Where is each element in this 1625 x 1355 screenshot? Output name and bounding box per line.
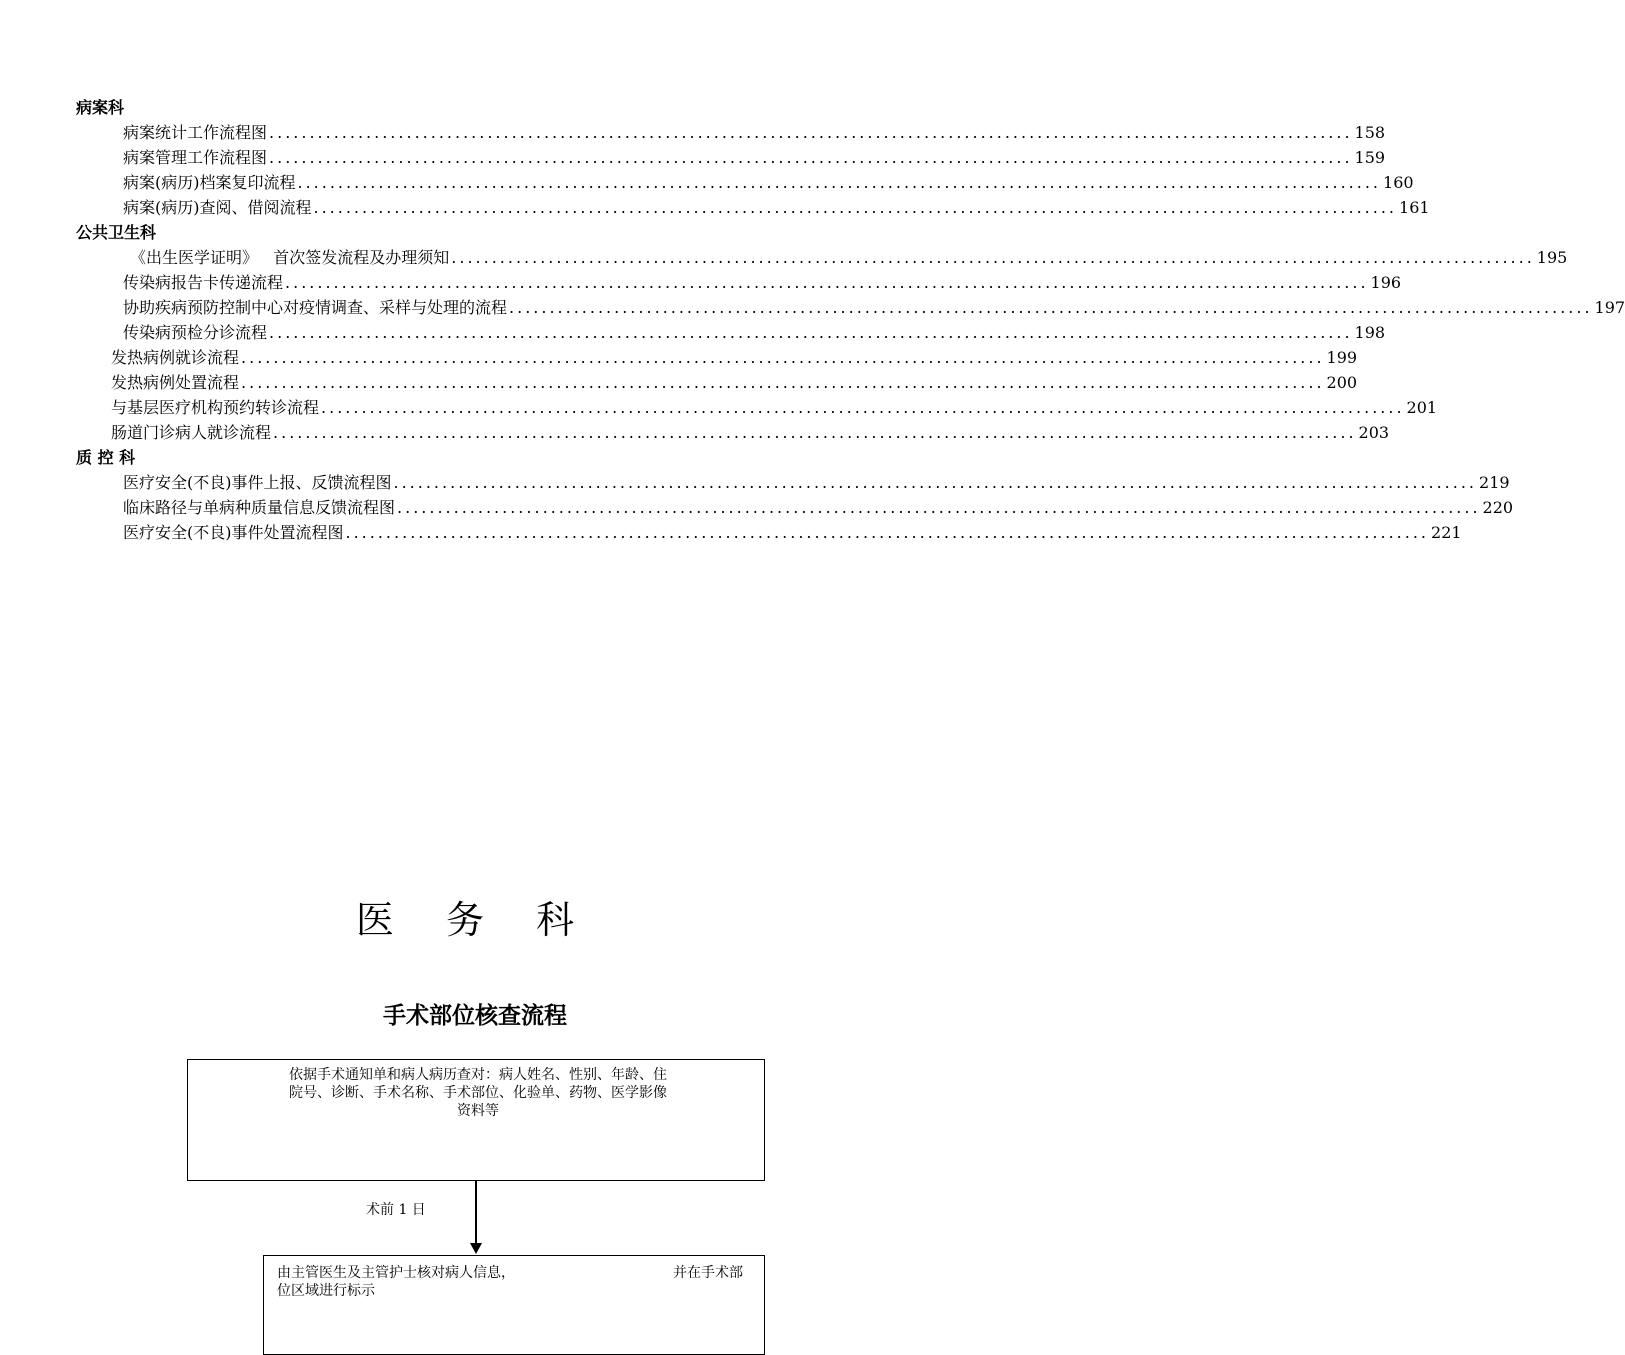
toc-entry-title: 传染病预检分诊流程 <box>123 323 268 342</box>
toc-entry-title: 病案(病历)查阅、借阅流程 <box>123 198 312 217</box>
toc-entry[interactable] <box>111 348 1358 368</box>
toc-entry-page: 161 <box>1399 198 1430 217</box>
toc-entry-title: 发热病例处置流程 <box>111 373 240 392</box>
toc-entry-title: 肠道门诊病人就诊流程 <box>111 423 272 442</box>
flowchart-step-2-text-right: 并在手术部 <box>673 1265 743 1281</box>
flowchart-step-1-box <box>187 1059 765 1181</box>
toc-entry[interactable] <box>123 498 1514 518</box>
toc-entry-page: 196 <box>1370 273 1402 292</box>
toc-entry-title: 传染病报告卡传递流程 <box>123 273 284 292</box>
arrow-down-icon <box>470 1243 482 1254</box>
toc-entry-page: 158 <box>1354 123 1386 142</box>
toc-entry[interactable] <box>123 198 1430 218</box>
toc-leader: ...................................................................................................................................... <box>273 423 1357 442</box>
toc-entry[interactable] <box>123 273 1402 293</box>
toc-entry-title: 临床路径与单病种质量信息反馈流程图 <box>123 498 396 517</box>
toc-section-heading: 病案科 <box>76 98 125 117</box>
toc-entry-page: 221 <box>1431 523 1462 542</box>
toc-leader: ...................................................................................................................................... <box>345 523 1430 542</box>
toc-leader: ...................................................................................................................................... <box>397 498 1481 517</box>
toc-entry-page: 200 <box>1326 373 1358 392</box>
toc-leader: ...................................................................................................................................... <box>241 373 1325 392</box>
toc-entry-title: 病案管理工作流程图 <box>123 148 268 167</box>
toc-entry[interactable] <box>123 148 1386 168</box>
toc-leader: ...................................................................................................................................... <box>269 148 1353 167</box>
toc-entry-title: 医疗安全(不良)事件上报、反馈流程图 <box>123 473 392 492</box>
toc-leader: ...................................................................................................................................... <box>285 273 1369 292</box>
flowchart-arrow-label: 术前 1 日 <box>366 1202 426 1218</box>
toc-leader: ...................................................................................................................................... <box>321 398 1405 417</box>
toc-entry[interactable] <box>111 373 1358 393</box>
toc-entry[interactable] <box>111 423 1390 443</box>
toc-entry-title: 《出生医学证明》 首次签发流程及办理须知 <box>130 248 450 267</box>
toc-entry[interactable] <box>123 523 1462 543</box>
toc-entry-title: 协助疾病预防控制中心对疫情调查、采样与处理的流程 <box>123 298 508 317</box>
toc-entry-title: 医疗安全(不良)事件处置流程图 <box>123 523 344 542</box>
toc-entry-title: 发热病例就诊流程 <box>111 348 240 367</box>
flowchart-arrow-line <box>475 1181 477 1245</box>
toc-leader: ...................................................................................................................................... <box>509 298 1593 317</box>
toc-entry-title: 病案(病历)档案复印流程 <box>123 173 296 192</box>
toc-entry[interactable] <box>123 123 1386 143</box>
toc-entry-title: 病案统计工作流程图 <box>123 123 268 142</box>
toc-entry-page: 201 <box>1406 398 1438 417</box>
department-title: 医 务 科 <box>355 898 595 942</box>
toc-entry-page: 199 <box>1326 348 1358 367</box>
toc-entry[interactable] <box>123 298 1625 318</box>
flowchart-title: 手术部位核查流程 <box>383 1003 567 1029</box>
toc-entry[interactable] <box>130 248 1568 268</box>
toc-entry[interactable] <box>123 473 1510 493</box>
toc-entry[interactable] <box>123 173 1414 193</box>
flowchart-step-2-text-line2: 位区域进行标示 <box>277 1283 375 1299</box>
toc-entry-page: 198 <box>1354 323 1386 342</box>
flowchart-step-2-box <box>263 1255 765 1355</box>
flowchart-step-2-text: 由主管医生及主管护士核对病人信息， <box>277 1265 515 1281</box>
toc-entry[interactable] <box>111 398 1438 418</box>
toc-leader: ...................................................................................................................................... <box>269 323 1353 342</box>
toc-leader: ...................................................................................................................................... <box>313 198 1398 217</box>
toc-entry-title: 与基层医疗机构预约转诊流程 <box>111 398 320 417</box>
toc-leader: ...................................................................................................................................... <box>241 348 1325 367</box>
toc-entry-page: 197 <box>1594 298 1625 317</box>
toc-entry[interactable] <box>123 323 1386 343</box>
toc-leader: ...................................................................................................................................... <box>451 248 1535 267</box>
toc-leader: ...................................................................................................................................... <box>393 473 1478 492</box>
toc-section-heading: 质 控 科 <box>76 448 136 467</box>
toc-leader: ...................................................................................................................................... <box>297 173 1382 192</box>
toc-entry-page: 203 <box>1358 423 1390 442</box>
toc-leader: ...................................................................................................................................... <box>269 123 1353 142</box>
toc-entry-page: 219 <box>1479 473 1510 492</box>
toc-entry-page: 160 <box>1383 173 1414 192</box>
toc-entry-page: 195 <box>1536 248 1568 267</box>
toc-section-heading: 公共卫生科 <box>76 223 157 242</box>
toc-entry-page: 159 <box>1354 148 1386 167</box>
toc-entry-page: 220 <box>1482 498 1514 517</box>
flowchart-step-1-text: 依据手术通知单和病人病历查对：病人姓名、性别、年龄、住院号、诊断、手术名称、手术部位、化验单、药物、医学影像资料等 <box>289 1067 667 1119</box>
